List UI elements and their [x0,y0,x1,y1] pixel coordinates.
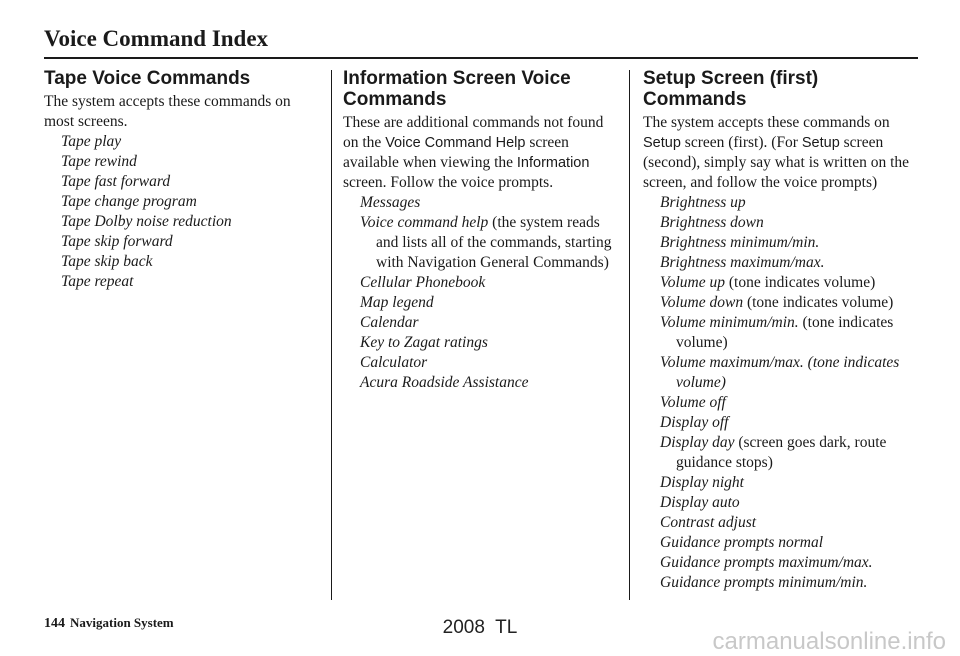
intro-text: The system accepts these commands on [643,114,890,131]
list-item: Tape skip back [61,253,153,270]
list-item: Display off [660,414,729,431]
list-item [660,313,921,353]
information-commands-column [343,68,615,393]
list-item: Tape rewind [61,153,137,170]
list-item: Guidance prompts normal [660,534,824,551]
title-rule [44,57,918,59]
page-title: Voice Command Index [44,26,269,51]
list-item: Tape repeat [61,273,134,290]
page-number: 144 [44,616,65,631]
list-item: Acura Roadside Assistance [360,374,529,391]
command-text: Volume down [660,294,744,311]
list-item: Key to Zagat ratings [360,334,488,351]
command-text: Volume minimum/min. [660,314,799,331]
section-heading: Information Screen Voice Commands [343,68,571,110]
list-item [660,273,921,293]
list-item: Display auto [660,494,740,511]
list-item: Brightness minimum/min. [660,234,820,251]
site-watermark: carmanualsonline.info [712,628,946,655]
screen-name: Voice Command Help [385,135,526,151]
intro-text: These are additional commands not found on the [343,114,604,151]
list-item [660,293,921,313]
column-divider [331,70,332,600]
command-text: Display day [660,434,735,451]
list-item: Guidance prompts minimum/min. [660,574,868,591]
column-divider [629,70,630,600]
command-text: Volume up [660,274,726,291]
setup-commands-column [643,68,921,593]
tape-commands-column [44,68,319,292]
command-note: (the system reads and lists all of the commands, starting with Navigation General Commands) [376,214,612,271]
list-item: Volume maximum/max. (tone indicates volume) [660,354,900,391]
command-note: (tone indicates volume) [676,314,894,351]
model-watermark: 2008 TL [442,617,518,638]
list-item: Map legend [360,294,434,311]
section-heading: Setup Screen (first) Commands [643,68,819,110]
list-item: Guidance prompts maximum/max. [660,554,873,571]
command-list [44,132,319,292]
list-item: Cellular Phonebook [360,274,486,291]
list-item: Calendar [360,314,419,331]
list-item: Brightness down [660,214,764,231]
intro-text: screen. Follow the voice prompts. [343,174,554,191]
list-item: Volume off [660,394,726,411]
screen-name: Setup [643,135,681,151]
intro-text: screen available when viewing the [343,134,569,171]
list-item [660,433,921,473]
list-item: Brightness up [660,194,746,211]
command-note: (screen goes dark, route guidance stops) [676,434,887,471]
list-item: Contrast adjust [660,514,757,531]
command-text: Voice command help [360,214,489,231]
list-item: Display night [660,474,744,491]
list-item: Brightness maximum/max. [660,254,825,271]
command-note: (tone indicates volume) [743,294,894,311]
screen-name: Information [516,155,590,171]
command-list [643,193,921,593]
section-intro [343,113,615,193]
command-note: (tone indicates volume) [725,274,876,291]
intro-text: screen (first). (For [680,134,802,151]
footer-section-name: Navigation System [70,615,174,630]
section-intro: The system accepts these commands on most screens. [44,93,291,130]
command-list [343,193,615,393]
list-item: Calculator [360,354,428,371]
section-intro [643,113,921,193]
list-item: Tape play [61,133,122,150]
intro-text: screen (second), simply say what is written on the screen, and follow the voice prompts) [643,134,910,191]
list-item: Tape change program [61,193,197,210]
list-item [360,213,615,273]
list-item: Tape skip forward [61,233,173,250]
list-item: Messages [360,194,421,211]
screen-name: Setup [801,135,840,151]
section-heading: Tape Voice Commands [44,68,251,89]
list-item: Tape Dolby noise reduction [61,213,232,230]
list-item: Tape fast forward [61,173,171,190]
